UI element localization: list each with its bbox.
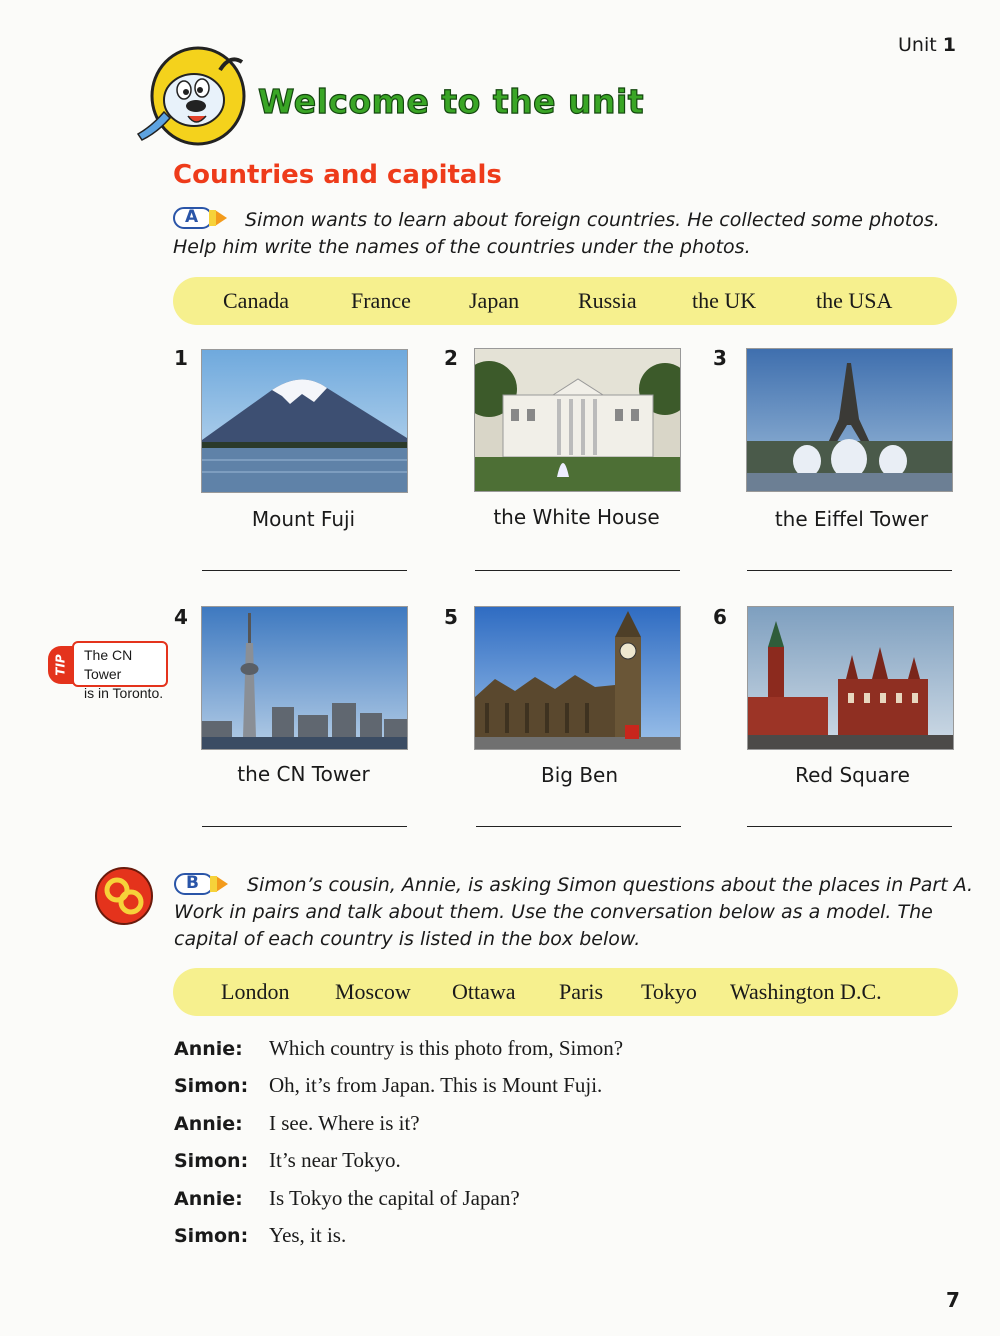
country-word-box	[173, 277, 957, 325]
photo-number-1: 1	[174, 346, 188, 370]
page-title: Welcome to the unit	[258, 82, 645, 121]
capital-ottawa: Ottawa	[452, 979, 516, 1004]
answer-line-5[interactable]	[476, 826, 681, 827]
part-b-badge	[174, 873, 230, 899]
tip-tab	[48, 646, 74, 684]
photo-number-6: 6	[713, 605, 727, 629]
page-number: 7	[946, 1288, 960, 1312]
answer-line-4[interactable]	[202, 826, 407, 827]
photo-caption-2: the White House	[493, 505, 660, 529]
photo-number-4: 4	[174, 605, 188, 629]
part-a-instruction-line1: Simon wants to learn about foreign countries. He collected some photos.	[245, 209, 940, 231]
section-title: Countries and capitals	[173, 160, 502, 190]
speech-6: Yes, it is.	[269, 1223, 347, 1247]
photo-number-3: 3	[713, 346, 727, 370]
tip-line1: The CN Tower	[84, 647, 133, 682]
part-a-letter: A	[185, 207, 199, 227]
dog-mascot-icon	[128, 42, 246, 150]
tip-tab-label: TIP	[53, 654, 68, 676]
speech-2: Oh, it’s from Japan. This is Mount Fuji.	[269, 1073, 603, 1097]
speech-1: Which country is this photo from, Simon?	[269, 1036, 624, 1060]
red-square-photo	[747, 606, 954, 750]
capital-london: London	[221, 979, 290, 1004]
part-b-letter: B	[186, 873, 199, 893]
photo-caption-5: Big Ben	[540, 763, 619, 787]
word-the-usa: the USA	[816, 288, 893, 313]
part-b-instruction-line1: Simon’s cousin, Annie, is asking Simon questions about the places in Part A.	[247, 874, 974, 896]
capital-tokyo: Tokyo	[641, 979, 697, 1004]
part-b-instruction-line3: capital of each country is listed in the box below.	[174, 928, 641, 950]
answer-line-6[interactable]	[747, 826, 952, 827]
word-japan: Japan	[469, 288, 520, 313]
speech-4: It’s near Tokyo.	[269, 1148, 401, 1172]
speech-3: I see. Where is it?	[269, 1111, 420, 1135]
capital-word-box	[173, 968, 958, 1016]
speaker-3: Annie:	[174, 1113, 243, 1135]
capital-washington: Washington D.C.	[730, 979, 882, 1004]
answer-line-2[interactable]	[475, 570, 680, 571]
photo-number-5: 5	[444, 605, 458, 629]
photo-number-2: 2	[444, 346, 458, 370]
word-the-uk: the UK	[692, 288, 757, 313]
word-france: France	[351, 288, 411, 313]
white-house-photo	[474, 348, 681, 492]
answer-line-1[interactable]	[202, 570, 407, 571]
part-b-instruction-line2: Work in pairs and talk about them. Use the conversation below as a model. The	[174, 901, 933, 923]
capital-paris: Paris	[559, 979, 603, 1004]
cn-tower-photo	[201, 606, 408, 750]
photo-caption-6: Red Square	[795, 763, 910, 787]
answer-line-3[interactable]	[747, 570, 952, 571]
part-a-instruction-line2: Help him write the names of the countries under the photos.	[173, 236, 751, 258]
speech-5: Is Tokyo the capital of Japan?	[269, 1186, 520, 1210]
photo-caption-3: the Eiffel Tower	[774, 507, 929, 531]
speaker-1: Annie:	[174, 1038, 243, 1060]
unit-word: Unit	[898, 34, 937, 56]
speaker-5: Annie:	[174, 1188, 243, 1210]
unit-label	[898, 34, 956, 56]
speaker-6: Simon:	[174, 1225, 249, 1247]
photo-caption-4: the CN Tower	[237, 762, 370, 786]
speaker-4: Simon:	[174, 1150, 249, 1172]
mount-fuji-photo	[201, 349, 408, 493]
word-russia: Russia	[578, 288, 637, 313]
big-ben-photo	[474, 606, 681, 750]
tip-line2: is in Toronto.	[84, 685, 164, 701]
pair-work-icon	[93, 866, 155, 926]
tip-box	[72, 641, 168, 701]
unit-number: 1	[942, 34, 956, 56]
speaker-2: Simon:	[174, 1075, 249, 1097]
word-canada: Canada	[223, 288, 289, 313]
photo-caption-1: Mount Fuji	[251, 507, 356, 531]
capital-moscow: Moscow	[335, 979, 411, 1004]
part-a-badge	[173, 207, 229, 233]
eiffel-tower-photo	[746, 348, 953, 492]
